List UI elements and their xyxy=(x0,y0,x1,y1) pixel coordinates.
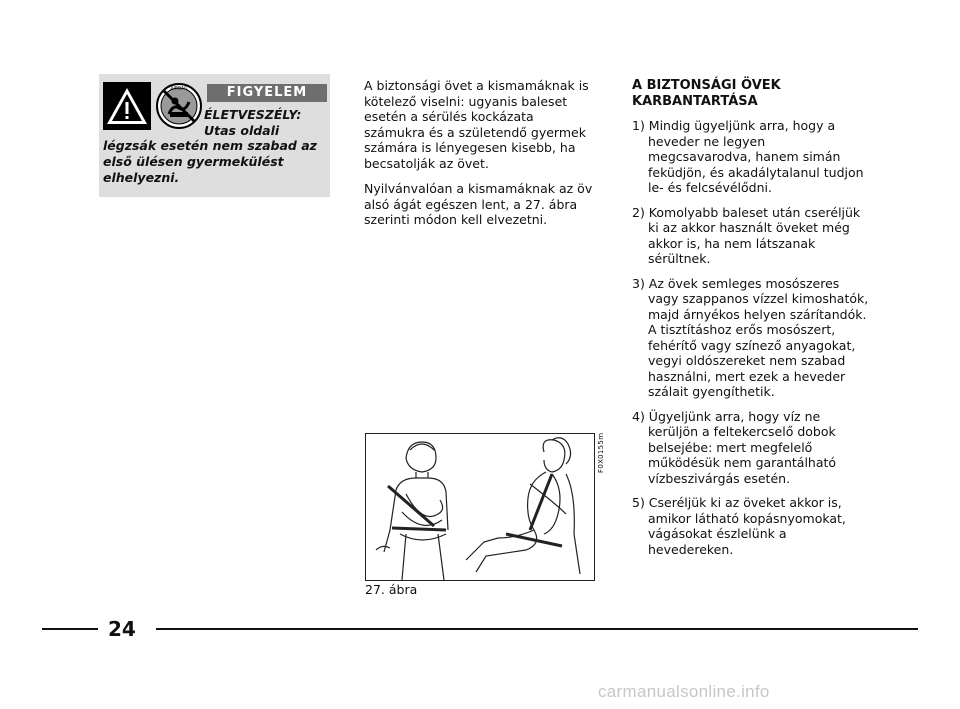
no-child-seat-airbag-icon xyxy=(155,82,203,130)
figure-caption: 27. ábra xyxy=(365,582,418,597)
list-item: 4) Ügyeljünk arra, hogy víz ne kerüljön a feltekercselő dobok belsejébe: mert megfelelő működésük nem garantálható vízbeszivárgás esetén. xyxy=(632,408,837,486)
section-heading xyxy=(632,78,872,110)
warning-title xyxy=(204,107,301,139)
airbag-icon-label: AIRBAG xyxy=(170,86,188,92)
warning-title-line1: ÉLETVESZÉLY: xyxy=(204,107,302,122)
list-item: 5) Cseréljük ki az öveket akkor is, amikor látható kopásnyomokat, vágásokat észlelünk a hevedereken. xyxy=(632,495,846,557)
section-heading-line2: KARBANTARTÁSA xyxy=(632,94,758,109)
pregnancy-seatbelt-text xyxy=(364,78,596,238)
warning-triangle-icon xyxy=(103,82,151,130)
seatbelt-maintenance-section xyxy=(632,78,872,566)
list-item: 1) Mindig ügyeljünk arra, hogy a heveder ne legyen megcsavarodva, hanem simán feküdjön, és akadálytalanul tudjon le- és felcsévélődni. xyxy=(632,118,864,195)
list-item: 3) Az övek semleges mosószeres vagy szappanos vízzel kimoshatók, majd árnyékos helyen szárítandók. A tisztításhoz erős mosószert, fehérítő vagy színező anyagokat, vegyi oldószereket nem szabad használni, mert ezek a heveder szálait gyengíthetik. xyxy=(632,275,869,399)
page-number: 24 xyxy=(108,617,136,641)
paragraph: A biztonsági övet a kismamáknak is kötelező viselni: ugyanis baleset esetén a sérülés kockázata számukra és a születendő gyermek számára is lényegesen kisebb, ha becsatolják az övet. xyxy=(364,78,589,171)
list-item: 2) Komolyabb baleset után cseréljük ki az akkor használt öveket még akkor is, ha nem látszanak sérültnek. xyxy=(632,204,861,266)
paragraph: Nyilvánvalóan a kismamáknak az öv alsó ágát egészen lent, a 27. ábra szerinti módon kell elvezetni. xyxy=(364,181,593,227)
footer-rule-right xyxy=(156,628,918,630)
watermark: carmanualsonline.info xyxy=(598,682,770,701)
warning-text: légzsák esetén nem szabad az első ülésen gyermekülést elhelyezni. xyxy=(103,138,317,185)
warning-box xyxy=(99,74,330,197)
warning-title-line2: Utas oldali xyxy=(204,123,280,138)
footer-rule-left xyxy=(42,628,98,630)
section-heading-line1: A BIZTONSÁGI ÖVEK xyxy=(632,78,781,93)
maintenance-list xyxy=(632,118,872,557)
figure-code: F0X0155m xyxy=(597,432,605,473)
figure-27-illustration xyxy=(365,433,595,581)
warning-badge: FIGYELEM xyxy=(207,84,327,102)
seatbelt-illustration xyxy=(366,434,594,580)
